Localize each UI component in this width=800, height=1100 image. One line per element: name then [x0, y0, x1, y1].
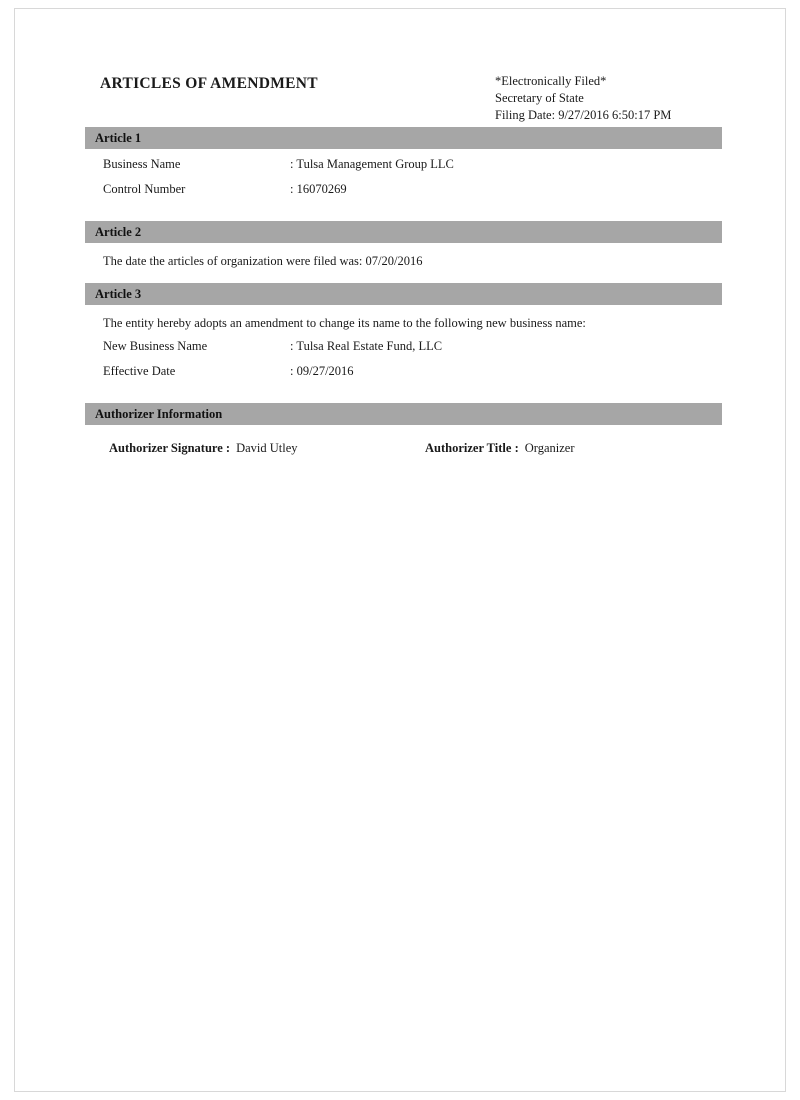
- authorizer-title-value: Organizer: [524, 441, 575, 455]
- business-name-label: Business Name: [103, 157, 181, 171]
- effective-date-value: : 09/27/2016: [290, 364, 354, 378]
- field-row: [85, 182, 722, 207]
- authorizer-title: [425, 441, 575, 456]
- section-header-article-3: Article 3: [85, 283, 722, 305]
- authorizer-signature-value: David Utley: [236, 441, 298, 455]
- business-name-value: : Tulsa Management Group LLC: [290, 157, 454, 171]
- document-page: [14, 8, 786, 1092]
- authorizer-row: [85, 425, 722, 471]
- new-business-name-label: New Business Name: [103, 339, 208, 353]
- filing-info: [495, 73, 671, 124]
- section-header-article-1: Article 1: [85, 127, 722, 149]
- electronically-filed-text: *Electronically Filed*: [495, 74, 607, 88]
- new-business-name-value: : Tulsa Real Estate Fund, LLC: [290, 339, 443, 353]
- filing-date-text: Filing Date: 9/27/2016 6:50:17 PM: [495, 108, 672, 122]
- effective-date-label: Effective Date: [103, 364, 176, 378]
- article-1-rows: [85, 149, 722, 211]
- article-3-text: The entity hereby adopts an amendment to change its name to the following new business name:: [103, 316, 586, 330]
- article-3-rows: [85, 339, 722, 393]
- section-header-authorizer-information: Authorizer Information: [85, 403, 722, 425]
- authorizer-signature: [109, 441, 298, 456]
- document-header: [85, 61, 722, 122]
- authorizer-signature-label: Authorizer Signature :: [109, 441, 231, 455]
- field-row: [85, 339, 722, 364]
- authorizer-title-label: Authorizer Title :: [425, 441, 519, 455]
- page-title: ARTICLES OF AMENDMENT: [100, 75, 318, 92]
- field-row: [85, 157, 722, 182]
- document-content: [85, 61, 722, 471]
- filing-agency-text: Secretary of State: [495, 91, 584, 105]
- field-row: [85, 364, 722, 389]
- control-number-value: : 16070269: [290, 182, 347, 196]
- control-number-label: Control Number: [103, 182, 186, 196]
- article-2-text: The date the articles of organization were filed was: 07/20/2016: [103, 254, 423, 268]
- section-header-article-2: Article 2: [85, 221, 722, 243]
